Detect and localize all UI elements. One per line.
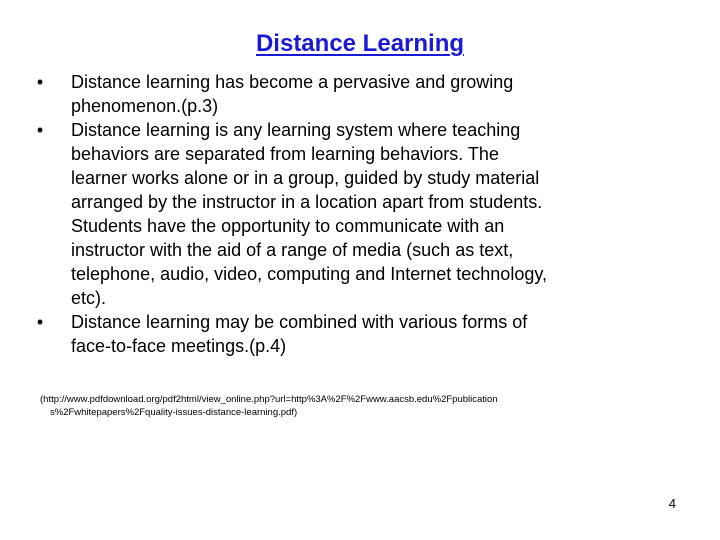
source-citation: [40, 393, 540, 419]
bullet-text: Distance learning has become a pervasive and growing phenomenon.(p.3): [71, 72, 514, 116]
bullet-list: [30, 70, 550, 358]
bullet-item: [30, 310, 550, 358]
slide-title: Distance Learning: [255, 30, 465, 57]
bullet-item: [30, 118, 550, 310]
bullet-text: Distance learning may be combined with various forms of face-to-face meetings.(p.4): [71, 312, 528, 356]
page-number: 4: [668, 496, 676, 511]
bullet-item: [30, 70, 550, 118]
bullet-marker: •: [36, 72, 44, 92]
bullet-marker: •: [36, 120, 44, 140]
source-line-1: (http://www.pdfdownload.org/pdf2html/view_online.php?url=http%3A%2F%2Fwww.aacsb.edu%2Fpublication: [40, 394, 498, 405]
bullet-text: Distance learning is any learning system where teaching behaviors are separated from learning behaviors. The learner works alone or in a group, guided by study material arranged by the instructor in a location apart from students. Students have the opportunity to communicate with an instructor with the aid of a range of media (such as text, telephone, audio, video, computing and Internet technology, etc).: [71, 120, 548, 308]
source-line-2: s%2Fwhitepapers%2Fquality-issues-distance-learning.pdf): [50, 407, 298, 418]
bullet-marker: •: [36, 312, 44, 332]
